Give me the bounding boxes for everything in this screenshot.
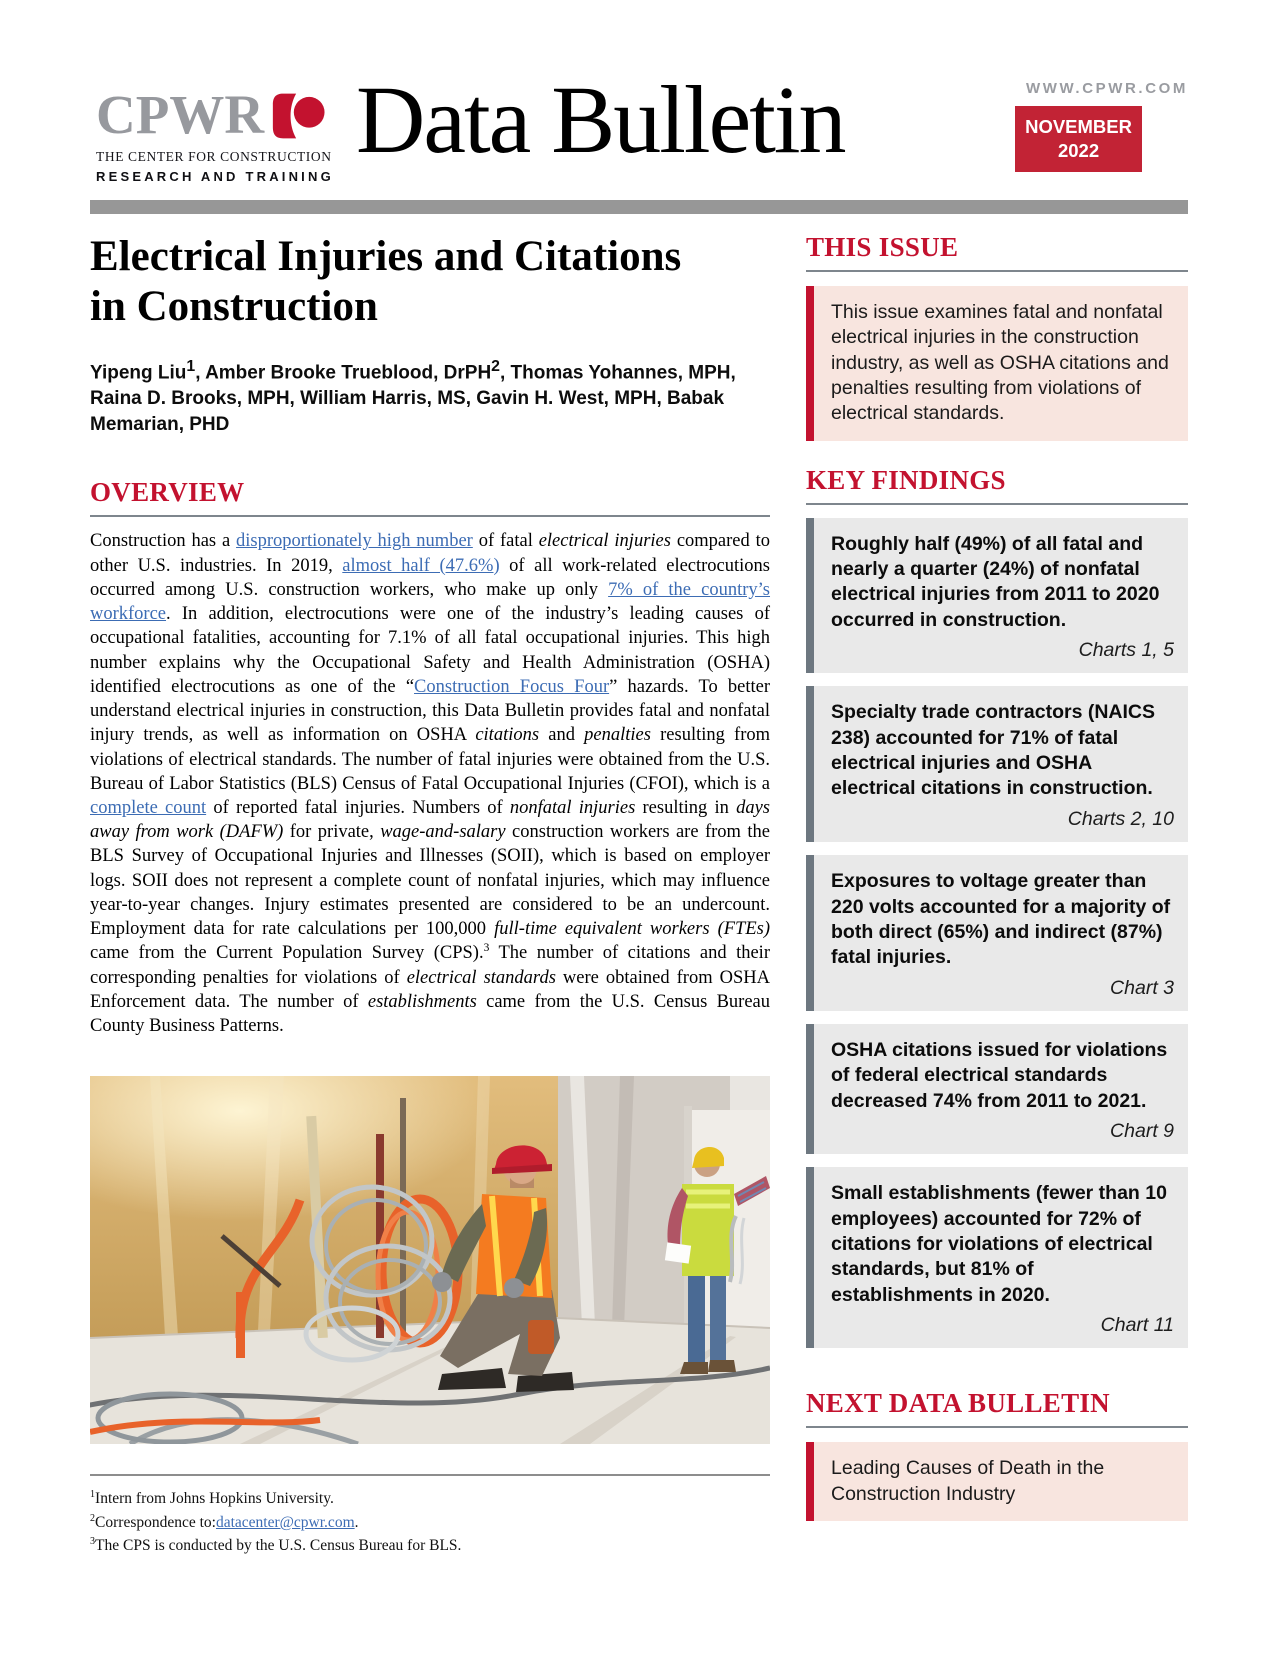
inline-link[interactable]: almost half (47.6%) [342,555,500,576]
key-finding-3-chart-ref: Chart 3 [1110,976,1174,999]
inline-link[interactable]: Construction Focus Four [414,676,610,697]
this-issue-heading: THIS ISSUE [806,232,1188,272]
key-finding-1 [806,518,1188,674]
key-finding-2-text: Specialty trade contractors (NAICS 238) accounted for 71% of fatal electrical injuries and OSHA electrical citations in construction. [831,701,1156,800]
key-finding-2 [806,686,1188,842]
next-data-bulletin-heading: NEXT DATA BULLETIN [806,1388,1188,1428]
key-finding-5 [806,1167,1188,1348]
cpwr-logo-top [96,84,334,145]
construction-workers-photo [90,1076,770,1444]
cpwr-bracket-circle-icon [271,93,325,139]
sidebar-column [806,232,1188,1521]
authors-line: Yipeng Liu$^1$, Amber Brooke Trueblood, DrPH$^2$, Thomas Yohannes, MPH, Raina D. Brooks, MPH, William Harris, MS, Gavin H. West, MPH, Babak Memarian, PHD [90,357,736,435]
logo-tagline-line2: RESEARCH AND TRAINING [96,169,334,184]
key-finding-5-text: Small establishments (fewer than 10 employees) accounted for 72% of citations for violations of electrical standards, but 81% of establishments in 2020. [831,1182,1167,1306]
next-data-bulletin-callout: Leading Causes of Death in the Construction Industry [806,1442,1188,1521]
key-finding-5-chart-ref: Chart 11 [1100,1313,1174,1336]
main-columns [90,232,1188,1558]
key-findings-heading: KEY FINDINGS [806,465,1188,505]
footnote-divider [90,1474,770,1476]
header-divider-bar [90,200,1188,214]
footnote-1: $^1$Intern from Johns Hopkins University. [90,1489,334,1508]
article-title [90,232,770,333]
footnotes [90,1487,770,1557]
logo-tagline-line1: THE CENTER FOR CONSTRUCTION [96,149,332,164]
footnote-3: $^3$The CPS is conducted by the U.S. Census Bureau for BLS. [90,1536,462,1555]
article-column [90,232,770,1558]
key-finding-3-text: Exposures to voltage greater than 220 volts accounted for a majority of both direct (65%) and indirect (87%) fatal injuries. [831,870,1171,969]
key-finding-4-text: OSHA citations issued for violations of federal electrical standards decreased 74% from 2011 to 2021. [831,1038,1168,1112]
overview-heading: OVERVIEW [90,477,770,517]
inline-link[interactable]: datacenter@cpwr.com [215,1514,355,1532]
publication-title: Data Bulletin [356,66,845,173]
cpwr-logo-text: CPWR [96,84,265,145]
issue-date-badge [1015,106,1142,172]
inline-link[interactable]: disproportionately high number [236,531,473,552]
key-finding-3 [806,855,1188,1011]
inline-link[interactable]: 7% of the country’s workforce [90,579,771,625]
header-right [1015,80,1188,172]
article-title-line1: Electrical Injuries and Citations [90,233,682,280]
issue-year: 2022 [1057,140,1100,162]
inline-link[interactable]: complete count [90,797,207,818]
masthead-header [90,0,1188,214]
key-finding-4 [806,1024,1188,1154]
this-issue-callout: This issue examines fatal and nonfatal electrical injuries in the construction industry, as well as OSHA citations and penalties resulting from violations of electrical standards. [806,286,1188,441]
issue-month: NOVEMBER [1025,116,1132,137]
key-finding-2-chart-ref: Charts 2, 10 [1067,807,1174,830]
overview-paragraph: Construction has a disproportionately high number of fatal electrical injuries compared to other U.S. industries. In 2019, almost half (47.6%) of all work-related electrocutions occurred among U.S. construction workers, who make up only 7% of the country’s workforce. In addition, electrocutions were one of the industry’s leading causes of occupational fatalities, accounting for 7.1% of all fatal occupational injuries. This high number explains why the Occupational Safety and Health Administration (OSHA) identified electrocutions as one of the “Construction Focus Four” hazards. To better understand electrical injuries in construction, this Data Bulletin provides fatal and nonfatal injury trends, as well as information on OSHA citations and penalties resulting from violations of electrical standards. The number of fatal injuries were obtained from the U.S. Bureau of Labor Statistics (BLS) Census of Fatal Occupational Injuries (CFOI), which is a complete count of reported fatal injuries. Numbers of nonfatal injuries resulting in days away from work (DAFW) for private, wage-and-salary construction workers are from the BLS Survey of Occupational Injuries and Illnesses (SOII), which is based on employer logs. SOII does not represent a complete count of nonfatal injuries, which may influence year-to-year changes. Injury estimates presented are considered to be an undercount. Employment data for rate calculations per 100,000 full-time equivalent workers (FTEs) came from the Current Population Survey (CPS).$^3$ The number of citations and their corresponding penalties for violations of electrical standards were obtained from OSHA Enforcement data. The number of establishments came from the U.S. Census Bureau County Business Patterns. [90,531,771,1037]
page-content [90,0,1188,1558]
key-finding-1-text: Roughly half (49%) of all fatal and nearly a quarter (24%) of nonfatal electrical injuries from 2011 to 2020 occurred in construction. [831,532,1160,631]
cpwr-logo [96,84,334,184]
footnote-2: $^2$Correspondence to:datacenter@cpwr.com. [90,1512,359,1532]
key-finding-1-chart-ref: Charts 1, 5 [1078,639,1174,662]
key-finding-4-chart-ref: Chart 9 [1110,1119,1174,1142]
website-url: WWW.CPWR.COM [1025,80,1188,97]
article-title-line2: in Construction [90,283,378,331]
